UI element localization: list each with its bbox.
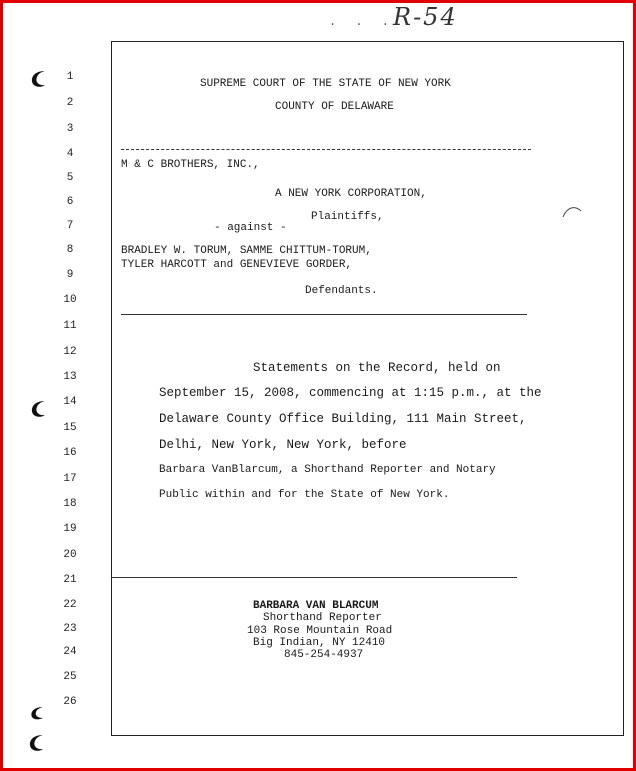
line-number: 11 <box>63 320 77 332</box>
line-number: 2 <box>66 97 74 109</box>
line-number: 24 <box>63 646 77 658</box>
statement-line-6: Public within and for the State of New York. <box>159 489 450 501</box>
line-number: 17 <box>63 473 77 485</box>
reporter-city: Big Indian, NY 12410 <box>253 637 386 649</box>
punch-hole-icon <box>25 731 47 753</box>
line-number: 19 <box>63 523 77 535</box>
line-number: 18 <box>63 498 77 510</box>
line-number: 12 <box>63 346 77 358</box>
line-number: 23 <box>63 623 77 635</box>
caption-bottom-rule <box>121 314 527 315</box>
line-number: 13 <box>63 371 77 383</box>
statement-line-4: Delhi, New York, New York, before <box>159 438 407 452</box>
line-number: 3 <box>66 123 74 135</box>
line-number: 6 <box>66 196 74 208</box>
line-number: 15 <box>63 422 77 434</box>
county-name: COUNTY OF DELAWARE <box>275 101 394 113</box>
reporter-title: Shorthand Reporter <box>263 612 382 624</box>
caption-top-rule <box>121 149 531 150</box>
reporter-address: 103 Rose Mountain Road <box>247 625 393 637</box>
line-number: 16 <box>63 447 77 459</box>
punch-hole-icon <box>27 67 49 89</box>
punch-hole-icon <box>25 701 47 723</box>
handwritten-exhibit-mark: R-54 <box>393 3 458 31</box>
defendants-role: Defendants. <box>305 285 378 297</box>
line-number: 4 <box>66 148 74 160</box>
line-number: 9 <box>66 269 74 281</box>
line-number: 10 <box>63 294 77 306</box>
statement-line-2: September 15, 2008, commencing at 1:15 p.m., at the <box>159 386 542 400</box>
line-number: 14 <box>63 396 77 408</box>
statement-line-5: Barbara VanBlarcum, a Shorthand Reporter and Notary <box>159 464 496 476</box>
against-label: - against - <box>214 222 287 234</box>
reporter-name: BARBARA VAN BLARCUM <box>253 600 379 612</box>
plaintiff-role: Plaintiffs, <box>311 211 384 223</box>
court-name: SUPREME COURT OF THE STATE OF NEW YORK <box>200 78 451 90</box>
line-number: 26 <box>63 696 77 708</box>
line-number: 25 <box>63 671 77 683</box>
line-number: 20 <box>63 549 77 561</box>
punch-hole-icon <box>27 397 49 419</box>
top-dots: . . . <box>329 15 396 29</box>
line-number: 1 <box>66 71 74 83</box>
line-number: 21 <box>63 574 77 586</box>
line-number: 8 <box>66 244 74 256</box>
line-number: 7 <box>66 220 74 232</box>
line-number: 5 <box>66 172 74 184</box>
line-number: 22 <box>63 599 77 611</box>
plaintiff-description: A NEW YORK CORPORATION, <box>275 188 427 200</box>
statement-line-3: Delaware County Office Building, 111 Main Street, <box>159 412 527 426</box>
defendants-line-1: BRADLEY W. TORUM, SAMME CHITTUM-TORUM, <box>121 245 372 257</box>
plaintiff-name: M & C BROTHERS, INC., <box>121 159 260 171</box>
defendants-line-2: TYLER HARCOTT and GENEVIEVE GORDER, <box>121 259 353 271</box>
reporter-phone: 845-254-4937 <box>284 649 364 661</box>
signature-rule <box>111 577 517 578</box>
statement-line-1: Statements on the Record, held on <box>253 361 501 375</box>
